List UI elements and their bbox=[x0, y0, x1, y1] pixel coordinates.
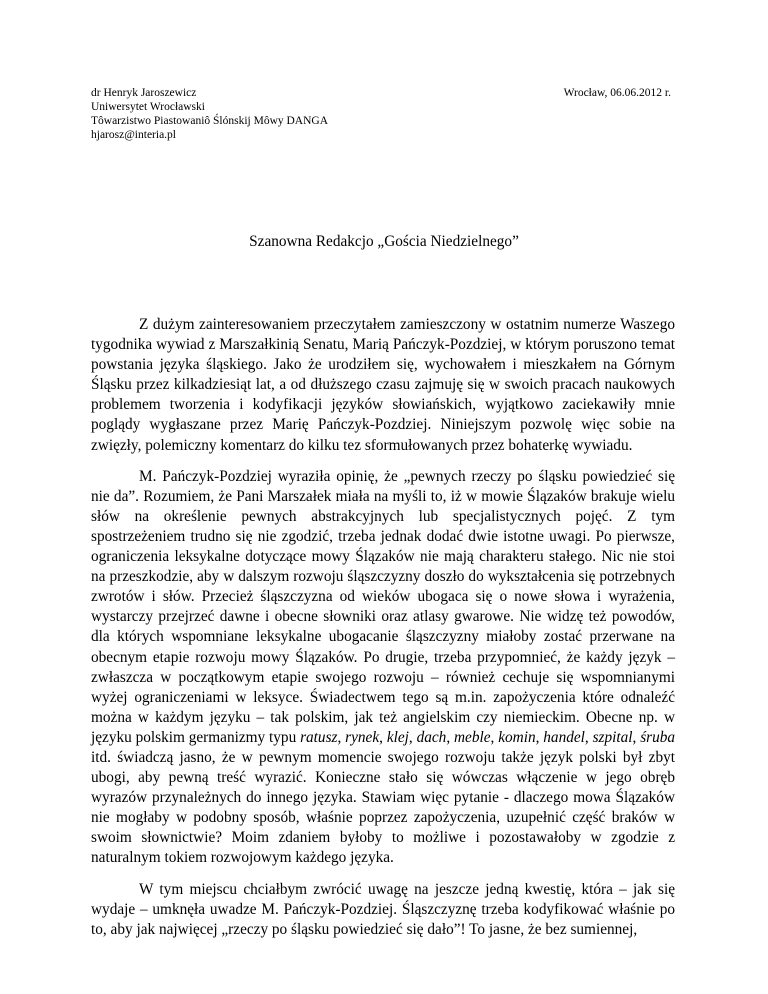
salutation: Szanowna Redakcjo „Gościa Niedzielnego” bbox=[249, 233, 519, 250]
germanism-word: rynek bbox=[345, 728, 380, 746]
germanism-word: handel bbox=[543, 728, 585, 746]
paragraph-2-intro: M. Pańczyk-Pozdziej wyraziła opinię, że „pewnych rzeczy po śląsku powiedzieć się nie da”. Rozumiem, że Pani Marszałek miała na myśli to, iż w mowie Ślązaków brakuje wielu słów na określenie pewnych abstrakcyjnych lub specjalistycznych pojęć. Z tym spostrzeżeniem trudno się nie zgodzić, trzeba jednak dodać dwie istotne uwagi. Po pierwsze, ograniczenia leksykalne dotyczące mowy Ślązaków nie mają charakteru stałego. Nic nie stoi na przeszkodzie, aby w dalszym rozwoju śląszczyzny doszło do wykształcenia się potrzebnych zwrotów i słów. Przecież śląszczyzna od wieków ubogaca się o nowe słowa i wyrażenia, wystarczy przejrzeć dawne i obecne słowniki oraz atlasy gwarowe. Nie widzę też powodów, dla których wspomniane leksykalne ubogacanie śląszczyzny miałoby zostać przerwane na obecnym etapie rozwoju mowy Ślązaków. Po drugie, trzeba przypomnieć, że każdy język – zwłaszcza w początkowym etapie swojego rozwoju – również cechuje się wspomnianymi wyżej ograniczeniami w leksyce. Świadectwem tego są m.in. zapożyczenia które odnaleźć można w każdym języku – tak polskim, jak też angielskim czy niemieckim. Obecne np. w języku polskim germanizmy typu bbox=[91, 467, 675, 746]
germanism-word: meble bbox=[454, 728, 491, 746]
author-email: hjarosz@interia.pl bbox=[91, 129, 176, 141]
paragraph-3: W tym miejscu chciałbym zwrócić uwagę na jeszcze jedną kwestię, która – jak się wydaje – umknęła uwadze M. Pańczyk-Pozdziej. Śląszczyznę trzeba kodyfikować właśnie po to, aby jak najwięcej „rzeczy po śląsku powiedzieć się dało”! To jasne, że bez sumiennej, bbox=[91, 880, 675, 938]
author-society: Tôwarzistwo Piastowaniô Ślónskij Môwy DANGA bbox=[91, 115, 329, 127]
germanism-word: klej bbox=[386, 728, 409, 746]
germanism-word: szpital bbox=[592, 728, 633, 746]
letter-body bbox=[91, 315, 675, 951]
paragraph-1: Z dużym zainteresowaniem przeczytałem zamieszczony w ostatnim numerze Waszego tygodnika wywiad z Marszałkinią Senatu, Marią Pańczyk-Pozdziej, w którym poruszono temat powstania języka śląskiego. Jako że urodziłem się, wychowałem i mieszkałem na Górnym Śląsku przez kilkadziesiąt lat, a od dłuższego czasu zajmuję się w swoich pracach naukowych problemem tworzenia i kodyfikacji języków słowiańskich, wyjątkowo zaciekawiły mnie poglądy wygłaszane przez Marię Pańczyk-Pozdziej. Niniejszym pozwolę więc sobie na zwięzły, polemiczny komentarz do kilku tez sformułowanych przez bohaterkę wywiadu. bbox=[91, 316, 675, 454]
germanism-word: komin bbox=[498, 728, 536, 746]
author-name: dr Henryk Jaroszewicz bbox=[91, 87, 197, 99]
paragraph-2: M. Pańczyk-Pozdziej wyraziła opinię, że „pewnych rzeczy po śląsku powiedzieć się nie da”. Rozumiem, że Pani Marszałek miała na myśli to, iż w mowie Ślązaków brakuje wielu słów na określenie pewnych abstrakcyjnych lub specjalistycznych pojęć. Z tym spostrzeżeniem trudno się nie zgodzić, trzeba jednak dodać dwie istotne uwagi. Po pierwsze, ograniczenia leksykalne dotyczące mowy Ślązaków nie mają charakteru stałego. Nic nie stoi na przeszkodzie, aby w dalszym rozwoju śląszczyzny doszło do wykształcenia się potrzebnych zwrotów i słów. Przecież śląszczyzna od wieków ubogaca się o nowe słowa i wyrażenia, wystarczy przejrzeć dawne i obecne słowniki oraz atlasy gwarowe. Nie widzę też powodów, dla których wspomniane leksykalne ubogacanie śląszczyzny miałoby zostać przerwane na obecnym etapie rozwoju mowy Ślązaków. Po drugie, trzeba przypomnieć, że każdy język – zwłaszcza w początkowym etapie swojego rozwoju – również cechuje się wspomnianymi wyżej ograniczeniami w leksyce. Świadectwem tego są m.in. zapożyczenia które odnaleźć można w każdym języku – tak polskim, jak też angielskim czy niemieckim. Obecne np. w języku polskim germanizmy typu ratusz, rynek, klej, dach, meble, komin, handel, szpital, śruba itd. świadczą jasno, że w pewnym momencie swojego rozwoju także język polski był zbyt ubogi, aby pewną treść wyrazić. Konieczne stało się wówczas włączenie w jego obręb wyrazów przynależnych do innego języka. Stawiam więc pytanie - dlaczego mowa Ślązaków nie mogłaby w podobny sposób, właśnie poprzez zapożyczenia, uzupełnić część braków w swoim słownictwie? Moim zdaniem byłoby to możliwe i pozostawałoby w zgodzie z naturalnym tokiem rozwojowym każdego języka. bbox=[91, 467, 676, 867]
paragraph-2-conclusion: itd. świadczą jasno, że w pewnym momencie swojego rozwoju także język polski był zbyt ubogi, aby pewną treść wyrazić. Konieczne stało się wówczas włączenie w jego obręb wyrazów przynależnych do innego języka. Stawiam więc pytanie - dlaczego mowa Ślązaków nie mogłaby w podobny sposób, właśnie poprzez zapożyczenia, uzupełnić część braków w swoim słownictwie? Moim zdaniem byłoby to możliwe i pozostawałoby w zgodzie z naturalnym tokiem rozwojowym każdego języka. bbox=[91, 748, 675, 867]
germanism-word: ratusz bbox=[300, 728, 338, 746]
sender-block bbox=[91, 86, 328, 142]
germanism-word: dach bbox=[416, 728, 447, 746]
germanism-word: śruba bbox=[640, 728, 676, 746]
place-date: Wrocław, 06.06.2012 r. bbox=[563, 87, 671, 99]
author-university: Uniwersytet Wrocławski bbox=[91, 101, 205, 113]
